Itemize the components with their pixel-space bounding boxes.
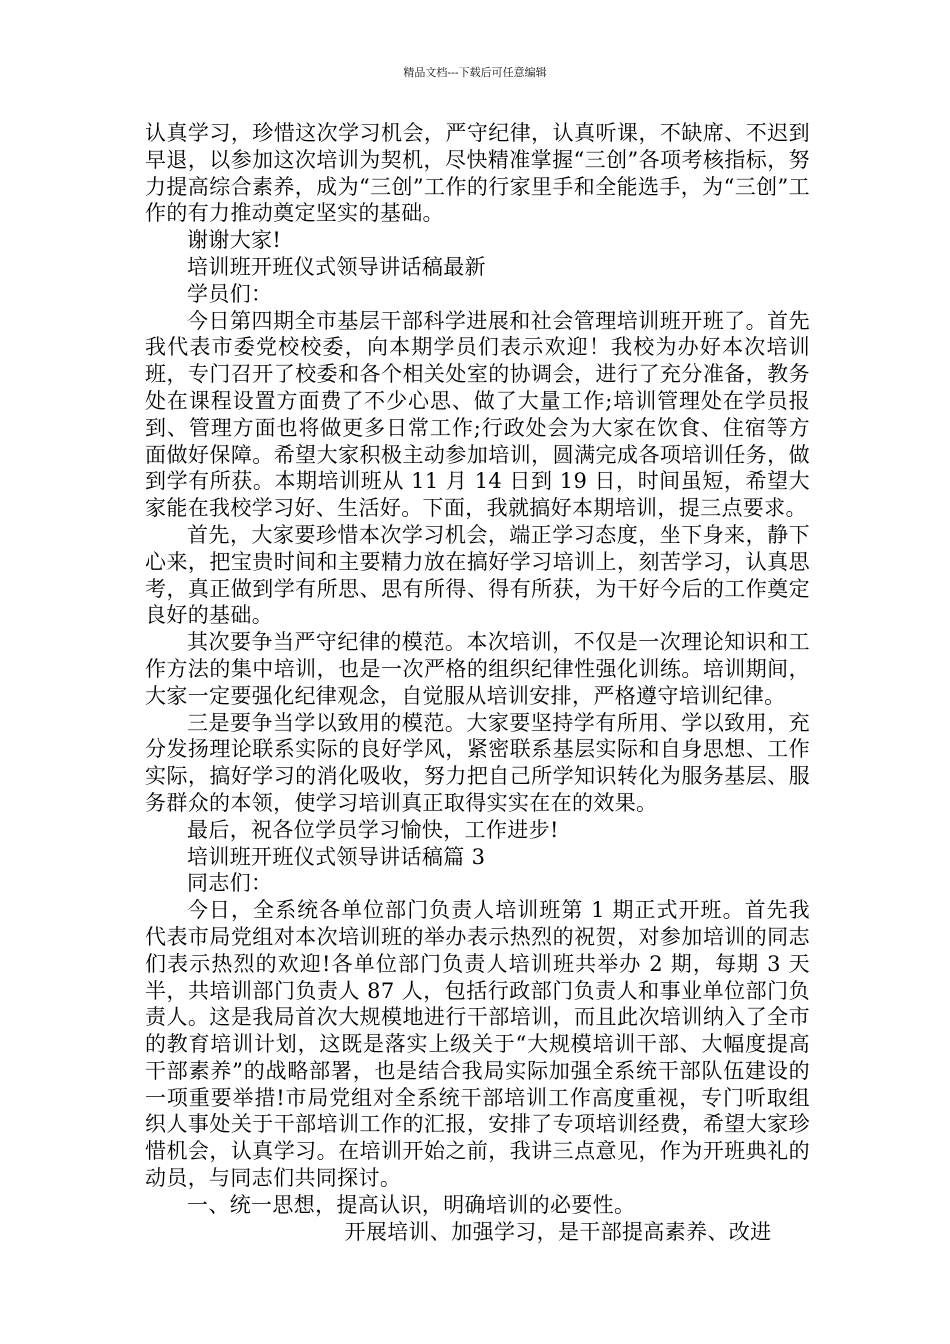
- salutation: 学员们：: [187, 281, 273, 306]
- document-body: [145, 120, 810, 1245]
- section-title: 培训班开班仪式领导讲话稿篇 3: [187, 844, 486, 869]
- closing-thanks: 谢谢大家!: [187, 228, 282, 253]
- paragraph: 其次要争当严守纪律的模范。本次培训，不仅是一次理论知识和工作方法的集中培训，也是一次严格的组织纪律性强化训练。培训期间，大家一定要强化纪律观念，自觉服从培训安排，严格遵守培训纪律。: [145, 630, 810, 708]
- section-title: 培训班开班仪式领导讲话稿最新: [187, 254, 486, 279]
- subheading: 一、统一思想，提高认识，明确培训的必要性。: [187, 1192, 636, 1217]
- page-header: 精品文档---下载后可任意编辑: [403, 66, 547, 79]
- paragraph: 首先，大家要珍惜本次学习机会，端正学习态度，坐下身来，静下心来，把宝贵时间和主要精力放在搞好学习培训上，刻苦学习，认真思考，真正做到学有所思、思有所得、得有所获，为干好今后的工作奠定良好的基础。: [145, 522, 810, 628]
- paragraph: 三是要争当学以致用的模范。大家要坚持学有所用、学以致用，充分发扬理论联系实际的良好学风，紧密联系基层实际和自身思想、工作实际，搞好学习的消化吸收，努力把自己所学知识转化为服务基层、服务群众的本领，使学习培训真正取得实实在在的效果。: [145, 710, 810, 815]
- paragraph: 今日，全系统各单位部门负责人培训班第 1 期正式开班。首先我代表市局党组对本次培训班的举办表示热烈的祝贺，对参加培训的同志们表示热烈的欢迎!各单位部门负责人培训班共举办 2 期，每期 3 天半，共培训部门负责人 87 人，包括行政部门负责人和事业单位部门负责人。这是我局首次大规模地进行干部培训，而且此次培训纳入了全市的教育培训计划，这既是落实上级关于“大规模培训干部、大幅度提高干部素养”的战略部署，也是结合我局实际加强全系统干部队伍建设的一项重要举措!市局党组对全系统干部培训工作高度重视，专门听取组织人事处关于干部培训工作的汇报，安排了专项培训经费，希望大家珍惜机会，认真学习。在培训开始之前，我讲三点意见，作为开班典礼的动员，与同志们共同探讨。: [145, 898, 810, 1191]
- salutation: 同志们：: [187, 871, 273, 896]
- paragraph: 今日第四期全市基层干部科学进展和社会管理培训班开班了。首先我代表市委党校校委，向本期学员们表示欢迎！我校为办好本次培训班，专门召开了校委和各个相关处室的协调会，进行了充分准备，教务处在课程设置方面费了不少心思、做了大量工作;培训管理处在学员报到、管理方面也将做更多日常工作;行政处会为大家在饮食、住宿等方面做好保障。希望大家积极主动参加培训，圆满完成各项培训任务，做到学有所获。本期培训班从 11 月 14 日到 19 日，时间虽短，希望大家能在我校学习好、生活好。下面，我就搞好本期培训，提三点要求。: [145, 308, 810, 521]
- paragraph-truncated: 开展培训、加强学习，是干部提高素养、改进: [344, 1219, 772, 1244]
- paragraph-continuation: 认真学习，珍惜这次学习机会，严守纪律，认真听课，不缺席、不迟到早退，以参加这次培训为契机，尽快精准掌握“三创”各项考核指标，努力提高综合素养，成为“三创”工作的行家里手和全能选手，为“三创”工作的有力推动奠定坚实的基础。: [145, 121, 810, 226]
- closing-wishes: 最后，祝各位学员学习愉快，工作进步!: [187, 817, 559, 842]
